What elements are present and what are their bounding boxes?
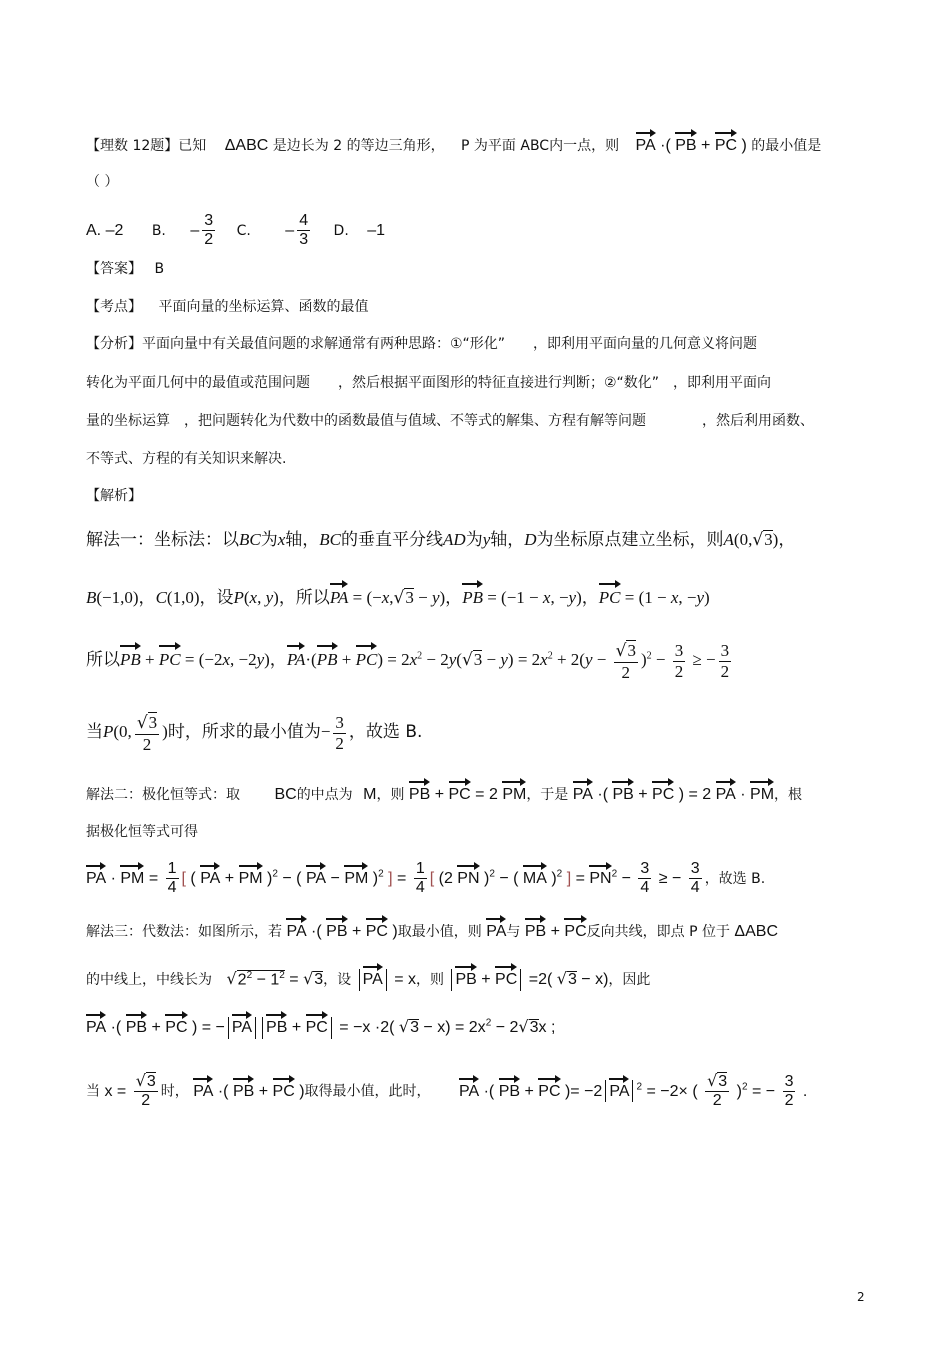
problem-text-4: 的最小值是	[751, 138, 822, 154]
answer-row	[86, 262, 164, 276]
options-row	[86, 212, 385, 250]
answer-label: 【答案】	[86, 261, 142, 277]
option-b-value: – $\frac{3}{2}$	[190, 212, 214, 249]
method3-line-4: 当 x = $\frac{√3}{2}$ 时， PA ·( PB + PC )取得最小值，此时， PA ·( PB + PC )= −2 PA $^2$ = −2× ( $\frac{√3}{2}$ )$^2$ = − $\frac{3}{2}$ .	[86, 1071, 808, 1110]
page-number: 2	[857, 1290, 865, 1304]
kaodian-label: 【考点】	[86, 299, 142, 315]
analysis-line-3: 量的坐标运算 ，把问题转化为代数中的函数最值与值域、不等式的解集、方程有解等问题 ，然后利用函数、	[86, 413, 814, 429]
analysis-line-2: 转化为平面几何中的最值或范围问题 ，然后根据平面图形的特征直接进行判断；②“数化” ，即利用平面向	[86, 375, 772, 391]
method1-line-3: 所以PB + PC = (−2x, −2y)，$PA\cdot(PB + PC) = 2x^2 - 2y(√3 - y) = 2x^2 + 2(y$ − $\frac{√3}{2}$ )$^2$ − $\frac{3}{2}$ ≥ − $\frac{3}{2}$	[86, 641, 730, 682]
problem-statement	[86, 131, 821, 154]
problem-text-2: 是边长为 2 的等边三角形，	[272, 138, 445, 154]
option-d-value: –1	[367, 222, 386, 240]
option-a: A. –2	[86, 222, 124, 240]
triangle-abc: ΔABC	[224, 137, 269, 154]
option-c-value: – $\frac{4}{3}$	[285, 212, 309, 249]
problem-text-3: P 为平面 ABC内一点，则	[461, 138, 620, 154]
option-c-label: C.	[236, 223, 251, 240]
answer-value: B	[154, 261, 165, 277]
vector-expression: PA ·( PB + PC )	[636, 137, 747, 154]
option-b-label: B.	[151, 223, 166, 240]
method1-line-1: 解法一：坐标法：以BC为x轴，BC的垂直平分线AD为y轴，D为坐标原点建立坐标，则A(0,√3)，	[86, 530, 796, 550]
solution-label: 【解析】	[86, 488, 142, 504]
problem-tag: 【理数 12题】已知	[86, 138, 207, 154]
method1-line-4: 当P(0, $\frac{√3}{2}$ )时，所求的最小值为− $\frac{3}{2}$ ，故选 B.	[86, 713, 423, 754]
problem-paren: （ ）	[86, 174, 119, 190]
method2-line-1: 解法二：极化恒等式：取 BC的中点为 M，则 PB + PC = 2 PM，于是 PA ·( PB + PC ) = 2 PA · PM，根	[86, 780, 802, 803]
kaodian-row	[86, 300, 368, 314]
analysis-line-1: 【分析】平面向量中有关最值问题的求解通常有两种思路：①“形化” ，即利用平面向量的几何意义将问题	[86, 336, 758, 352]
method2-line-3: PA · PM = $\frac{1}{4}$ [ ( PA + PM )$^2$ − ( PA − PM )$^2$ ] = $\frac{1}{4}$ [ (2 PN )$^2$ − ( MA )$^2$ ] = $PN^2$ − $\frac{3}{4}$ ≥ − $\frac{3}{4}$ ，故选 B.	[86, 860, 766, 897]
method3-line-2: 的中线上，中线长为 $√2^2 - 1^2 = √3$，设 PA = x，则 PB + PC =2( √3 − x)，因此	[86, 965, 650, 991]
method3-line-3: PA ·( PB + PC ) = − PA PB + PC = −x ·2( $√3 - x) = 2x^2 - 2√3x$ ;	[86, 1013, 555, 1039]
method1-line-2: B(−1,0)，C(1,0)，设P(x, y)，所以PA = (−x,√3 − y)，PB = (−1 − x, −y)，PC = (1 − x, −y)	[86, 582, 710, 607]
option-d-label: D.	[333, 223, 349, 240]
method2-line-2: 据极化恒等式可得	[86, 824, 198, 840]
kaodian-value: 平面向量的坐标运算、函数的最值	[158, 299, 369, 315]
analysis-line-4: 不等式、方程的有关知识来解决.	[86, 451, 287, 467]
method3-line-1: 解法三：代数法：如图所示，若 PA ·( PB + PC )取最小值，则 PA与 PB + PC反向共线，即点 P 位于 ΔABC	[86, 917, 778, 940]
